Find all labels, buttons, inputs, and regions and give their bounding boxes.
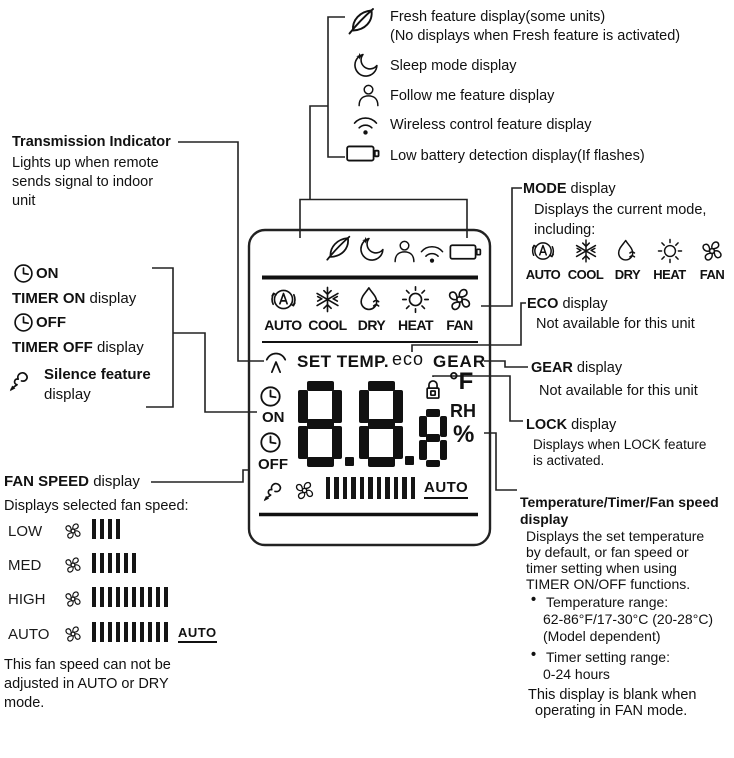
temp-body-line: by default, or fan speed or	[526, 544, 689, 560]
fan-icon	[292, 478, 317, 503]
mode-legend-label: COOL	[567, 267, 604, 282]
mode-legend-label: HEAT	[653, 267, 686, 282]
wireless-icon	[419, 241, 445, 264]
timer-bracket	[146, 268, 173, 407]
lock-title	[526, 416, 616, 434]
temp-body-line: timer setting when using	[526, 560, 677, 576]
mode-legend-auto	[522, 237, 564, 282]
temp-body-line: TIMER ON/OFF functions.	[526, 576, 691, 592]
temp-display-title: display	[520, 511, 569, 527]
lock-bold: LOCK	[526, 417, 568, 433]
timer-off-rest: display	[92, 339, 144, 356]
fan-speed-row-auto	[8, 621, 217, 647]
cool-icon	[312, 284, 343, 315]
transmission-body-line: unit	[12, 193, 36, 209]
fan-speed-title	[4, 473, 140, 491]
temp-display-title: Temperature/Timer/Fan speed	[520, 494, 719, 510]
mode-legend-icons	[522, 237, 733, 282]
panel-fan-speed-bars	[326, 477, 419, 504]
follow-me-icon	[356, 83, 381, 108]
gear-label: GEAR	[433, 352, 487, 371]
battery-icon	[346, 144, 380, 163]
gear-rest: display	[572, 360, 623, 376]
fan-speed-note-line: This fan speed can not be	[4, 657, 171, 673]
follow-me-label: Follow me feature display	[390, 88, 555, 104]
digit-7seg	[359, 381, 403, 467]
timer-off-icon-label: OFF	[36, 314, 66, 331]
fan-speed-note-line: mode.	[4, 695, 45, 711]
mode-bold: MODE	[523, 181, 567, 197]
mode-rest: display	[566, 181, 616, 197]
leaf-icon	[324, 233, 354, 263]
mode-legend-label: AUTO	[525, 267, 561, 282]
dry-icon	[356, 284, 387, 315]
fan-icon	[62, 588, 84, 610]
fan-mode-note-line: This display is blank when	[528, 687, 697, 703]
gear-bold: GEAR	[531, 360, 573, 376]
fan-speed-row-label: HIGH	[8, 590, 46, 608]
fan-speed-row-label: MED	[8, 556, 42, 574]
cool-icon	[572, 237, 600, 265]
mode-body-line: including:	[534, 222, 596, 238]
fahrenheit-label: °F	[449, 368, 474, 395]
fan-speed-note-line: adjusted in AUTO or DRY	[4, 676, 169, 692]
fan-speed-bars	[92, 553, 140, 578]
lock-rest: display	[567, 417, 617, 433]
panel-on-label: ON	[262, 409, 285, 426]
fan-mode-note-line: operating in FAN mode.	[535, 703, 688, 719]
silence-icon	[8, 366, 35, 393]
mode-body-line: Displays the current mode,	[534, 202, 707, 218]
fan-speed-row-med	[8, 552, 140, 578]
timer-on-icon-label: ON	[36, 265, 59, 282]
panel-mode-cool	[305, 284, 350, 333]
eco-title	[527, 295, 608, 313]
mode-line	[481, 188, 522, 306]
eco-glyph: eco	[392, 349, 425, 369]
temp-body-line: Displays the set temperature	[526, 528, 705, 544]
heat-icon	[400, 284, 431, 315]
fan-speed-row-low	[8, 518, 124, 544]
wireless-label: Wireless control feature display	[390, 117, 592, 133]
timer-on-bold: TIMER ON	[12, 290, 86, 307]
fan-speed-auto-suffix: AUTO	[178, 625, 217, 643]
panel-mode-label: AUTO	[264, 317, 302, 333]
timer-exit-line	[173, 333, 257, 412]
silence-icon	[262, 477, 288, 503]
mode-legend-label: DRY	[614, 267, 641, 282]
top-icons-feeder-line	[310, 106, 328, 199]
percent-label: %	[453, 421, 475, 448]
dry-icon	[614, 237, 642, 265]
transmission-title: Transmission Indicator	[12, 134, 171, 150]
fan-icon	[62, 520, 84, 542]
auto-mode-icon	[529, 237, 557, 265]
fan-icon	[62, 623, 84, 645]
lock-body-line: is activated.	[533, 453, 605, 468]
bullet-dot: •	[531, 647, 537, 663]
panel-mode-row	[261, 284, 481, 333]
lock-body-line: Displays when LOCK feature	[533, 437, 707, 452]
fan-speed-row-label: LOW	[8, 522, 43, 540]
panel-auto-label: AUTO	[424, 479, 468, 499]
mode-legend-heat	[648, 237, 691, 282]
fan-icon	[444, 284, 475, 315]
timer-off-title	[12, 339, 144, 357]
panel-off-label: OFF	[258, 456, 288, 473]
panel-mode-label: HEAT	[397, 317, 434, 333]
fan-speed-row-high	[8, 586, 172, 612]
panel-mode-label: DRY	[357, 317, 386, 333]
lock-icon	[424, 377, 442, 402]
silence-title-rest: display	[44, 386, 91, 403]
gear-body: Not available for this unit	[539, 383, 698, 399]
eco-rest: display	[558, 296, 608, 312]
fan-speed-bars	[92, 622, 172, 647]
timer-off-bold: TIMER OFF	[12, 339, 93, 356]
top-icons-bracket	[328, 17, 345, 157]
panel-mode-fan	[438, 284, 481, 333]
fan-speed-rest: display	[89, 473, 140, 490]
fan-speed-bars	[92, 519, 124, 544]
temp-range-value: 62-86°F/17-30°C (20-28°C)	[543, 611, 714, 627]
wireless-icon	[352, 112, 379, 136]
mode-title	[523, 180, 616, 198]
panel-mode-auto	[261, 284, 305, 333]
set-temp-label: SET TEMP.	[297, 352, 390, 371]
fresh-label: Fresh feature display(some units)	[390, 9, 606, 25]
timer-on-clock-icon	[13, 263, 34, 284]
decimal-point	[345, 457, 354, 466]
digit-7seg-small	[419, 409, 447, 467]
rh-label: RH	[450, 401, 476, 421]
leaf-icon	[346, 5, 378, 37]
battery-icon	[449, 243, 482, 261]
fan-speed-row-label: AUTO	[8, 625, 50, 643]
sleep-label: Sleep mode display	[390, 58, 517, 74]
timer-range-title: Timer setting range:	[546, 649, 670, 665]
temp-range-note: (Model dependent)	[543, 628, 661, 644]
temp-range-title: Temperature range:	[546, 594, 669, 610]
fan-speed-bold: FAN SPEED	[4, 473, 90, 490]
mode-legend-cool	[564, 237, 607, 282]
timer-on-rest: display	[85, 290, 137, 307]
fan-icon	[62, 554, 84, 576]
panel-mode-dry	[350, 284, 393, 333]
gear-title	[531, 359, 622, 377]
eco-bold: ECO	[527, 296, 559, 312]
silence-title: Silence feature	[44, 366, 151, 383]
timer-on-clock-icon	[259, 385, 282, 408]
digit-7seg	[298, 381, 342, 467]
transmission-body-line: sends signal to indoor	[12, 174, 154, 190]
mode-legend-dry	[607, 237, 648, 282]
sleep-icon	[358, 236, 385, 263]
sleep-icon	[352, 52, 379, 79]
auto-mode-icon	[268, 284, 299, 315]
timer-off-clock-icon	[13, 312, 34, 333]
timer-off-clock-icon	[259, 431, 282, 454]
battery-label: Low battery detection display(If flashes)	[390, 148, 645, 164]
eco-body: Not available for this unit	[536, 316, 695, 332]
decimal-point	[405, 456, 414, 465]
transmission-icon	[264, 349, 288, 375]
fan-speed-bars	[92, 587, 172, 612]
timer-range-value: 0-24 hours	[543, 666, 610, 682]
transmission-line	[178, 142, 264, 361]
heat-icon	[656, 237, 684, 265]
mode-legend-fan	[691, 237, 733, 282]
panel-mode-heat	[393, 284, 438, 333]
panel-mode-label: FAN	[446, 317, 473, 333]
fan-icon	[698, 237, 726, 265]
mode-legend-label: FAN	[699, 267, 725, 282]
fresh-sublabel: (No displays when Fresh feature is activated)	[390, 28, 681, 44]
transmission-body-line: Lights up when remote	[12, 155, 159, 171]
follow-me-icon	[392, 239, 417, 264]
panel-mode-label: COOL	[308, 317, 347, 333]
fan-speed-subtitle: Displays selected fan speed:	[4, 498, 189, 514]
timer-on-title	[12, 290, 136, 308]
bullet-dot: •	[531, 592, 537, 608]
fan-speed-line	[151, 470, 250, 482]
